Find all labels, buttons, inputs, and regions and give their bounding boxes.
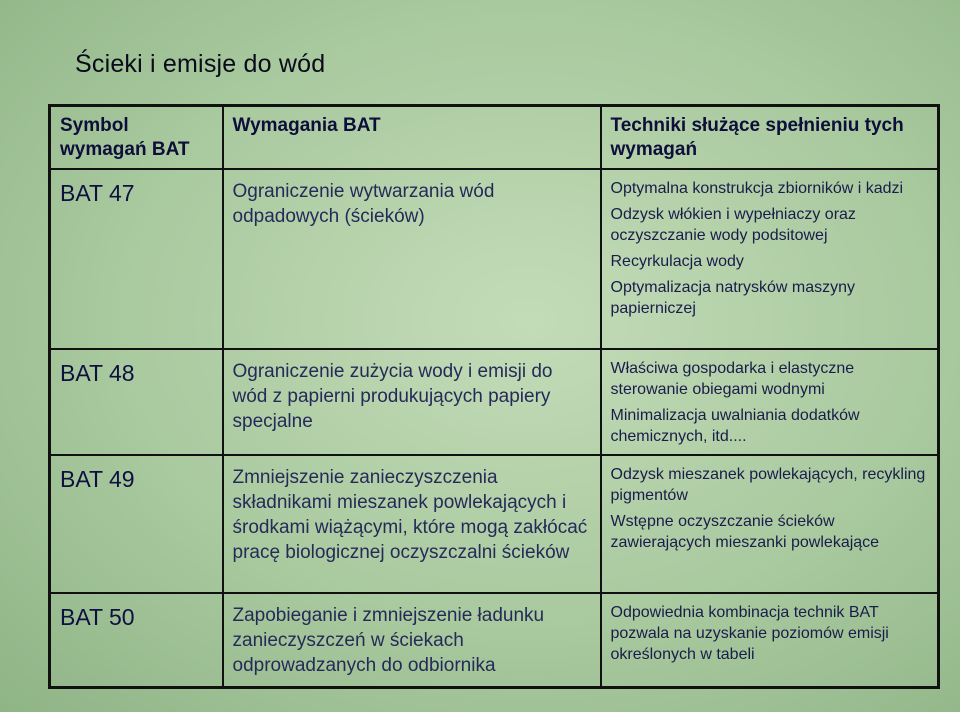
requirement-cell: Ograniczenie wytwarzania wód odpadowych (ścieków) (223, 169, 601, 349)
requirement-cell: Ograniczenie zużycia wody i emisji do wód z papierni produkujących papiery specjalne (223, 349, 601, 455)
table-row (50, 593, 939, 687)
symbol-cell: BAT 48 (50, 349, 223, 455)
table-row (50, 169, 939, 349)
table-row (50, 455, 939, 593)
bat-table (48, 104, 940, 689)
technique-item: Recyrkulacja wody (610, 253, 744, 270)
header-symbol: Symbol wymagań BAT (50, 106, 223, 170)
symbol-cell: BAT 49 (50, 455, 223, 593)
requirement-cell: Zapobieganie i zmniejszenie ładunku zanieczyszczeń w ściekach odprowadzanych do odbiornika (223, 593, 601, 687)
technique-item: Właściwa gospodarka i elastyczne sterowanie obiegami wodnymi (610, 360, 855, 398)
technique-item: Optymalna konstrukcja zbiorników i kadzi (610, 180, 904, 197)
techniques-cell (601, 593, 939, 687)
techniques-cell (601, 349, 939, 455)
technique-item: Optymalizacja natrysków maszyny papierniczej (610, 279, 856, 317)
symbol-cell: BAT 50 (50, 593, 223, 687)
requirement-cell: Zmniejszenie zanieczyszczenia składnikami mieszanek powlekających i środkami wiążącymi, które mogą zakłócać pracę biologicznej oczyszczalni ścieków (223, 455, 601, 593)
technique-item: Minimalizacja uwalniania dodatków chemicznych, itd.... (610, 407, 860, 445)
page-title: Ścieki i emisje do wód (75, 50, 326, 78)
technique-item: Wstępne oczyszczanie ścieków zawierających mieszanki powlekające (610, 513, 880, 551)
table-row (50, 349, 939, 455)
technique-item: Odzysk mieszanek powlekających, recykling pigmentów (610, 466, 926, 504)
technique-item: Odzysk włókien i wypełniaczy oraz oczyszczanie wody podsitowej (610, 206, 856, 244)
techniques-cell (601, 169, 939, 349)
techniques-cell (601, 455, 939, 593)
header-requirements: Wymagania BAT (223, 106, 601, 170)
table-header-row (50, 106, 939, 170)
symbol-cell: BAT 47 (50, 169, 223, 349)
header-techniques: Techniki służące spełnieniu tych wymagań (601, 106, 939, 170)
technique-item: Odpowiednia kombinacja technik BAT pozwala na uzyskanie poziomów emisji określonych w tabeli (610, 604, 889, 663)
